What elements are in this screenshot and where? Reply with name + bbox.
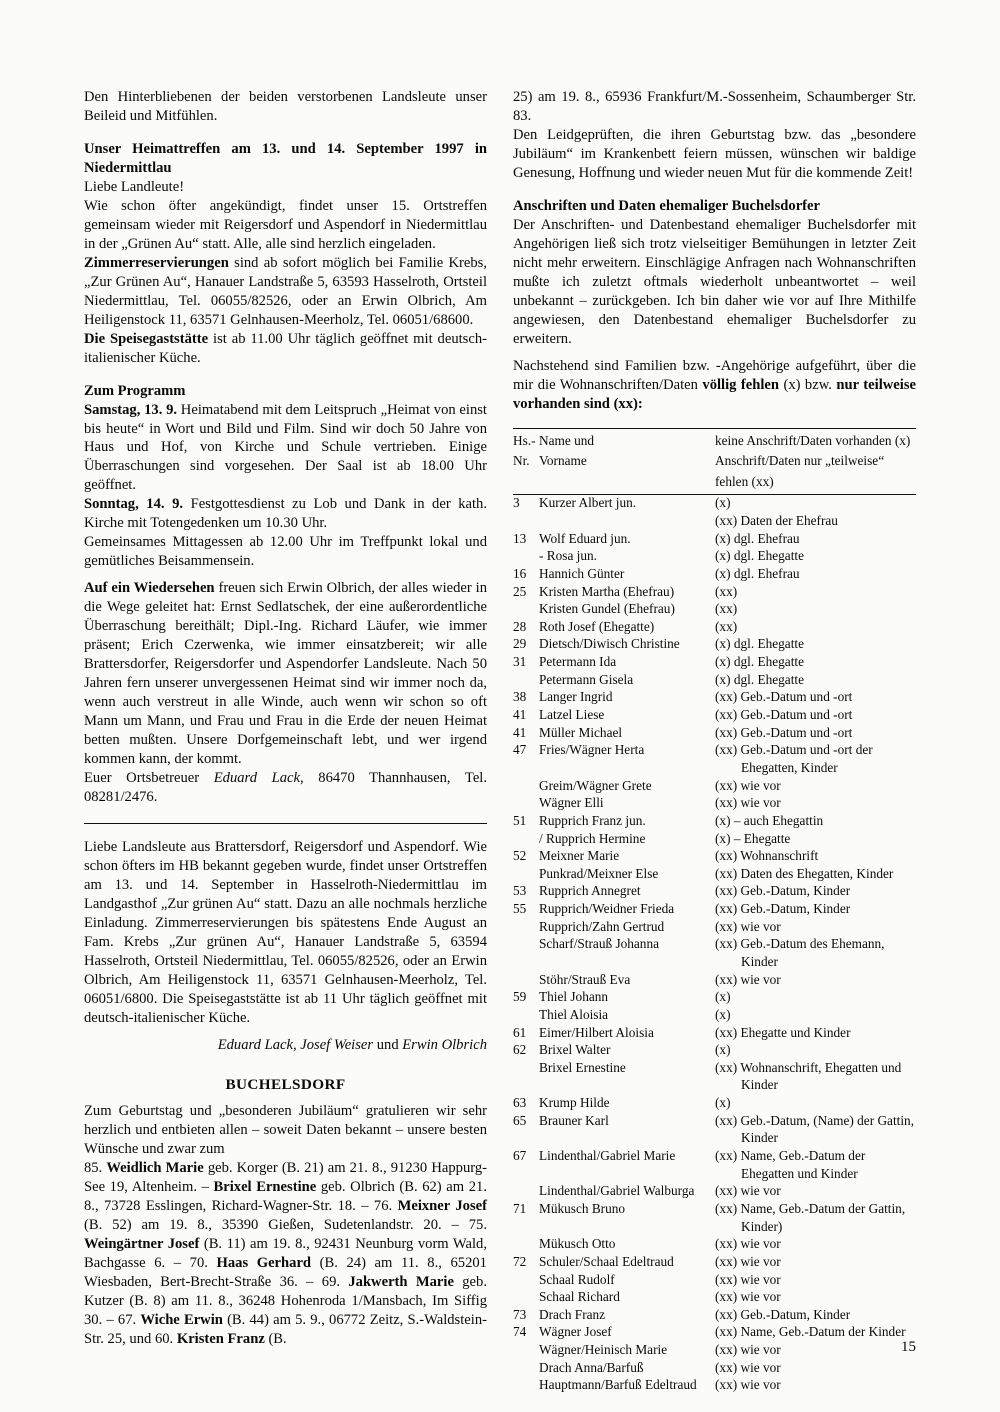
signature-line [84, 1036, 487, 1055]
table-row [513, 1059, 916, 1077]
cell-hs-nr: 47 [513, 742, 527, 758]
cell-info: (x) [715, 1095, 731, 1111]
table-row [513, 724, 916, 742]
table-row [513, 1235, 916, 1253]
table-row [513, 1377, 916, 1395]
paragraph-ortsbetreuer [84, 769, 487, 807]
wiedersehen-label: Auf ein Wiedersehen [84, 580, 215, 597]
zimmer-text: sind ab sofort möglich bei Familie Krebs, „Zur Grünen Au“, Hanauer Landstraße 5, 63593 Hasselroth, Ortsteil Niedermittlau, Tel. 06055/82526, oder an Erwin Olbrich, Am Heiligenstock 11, 63571 Gelnhausen-Meerholz, Tel. 06051/68600. [84, 254, 487, 328]
paragraph-birthday-intro: Zum Geburtstag und „besonderen Jubiläum“ gratulieren wir sehr herzlich und entbieten allen – soweit Daten bekannt – unsere besten Wünsche und zwar zum [84, 1103, 487, 1158]
cell-name: Thiel Aloisia [539, 1006, 609, 1022]
cell-name: Meixner Marie [539, 848, 620, 864]
cell-hs-nr [513, 759, 539, 777]
cell-info: (x) dgl. Ehefrau [715, 530, 800, 546]
paragraph-speisegaststaette [84, 330, 487, 368]
cell-info: (x) – auch Ehegattin [715, 812, 824, 828]
cell-info: (xx) [715, 583, 738, 599]
table-row [513, 1253, 916, 1271]
table-row [513, 1183, 916, 1201]
cell-info: (xx) wie vor [715, 1253, 781, 1269]
cell-info: (xx) Name, Geb.-Datum der Kinder [715, 1324, 906, 1340]
table-row [513, 530, 916, 548]
cell-hs-nr: 16 [513, 565, 527, 581]
cell-hs-nr [513, 1359, 539, 1377]
table-row [513, 918, 916, 936]
nachstehend-bold1: völlig fehlen [702, 376, 780, 393]
paragraph-sonntag [84, 495, 487, 533]
cell-info: Ehegatten und Kinder [741, 1165, 858, 1181]
table-row [513, 936, 916, 954]
table-row [513, 565, 916, 583]
heading-heimattreffen [84, 140, 487, 178]
heading-anschriften-text: Anschriften und Daten ehemaliger Buchelsdorfer [513, 197, 820, 214]
cell-hs-nr: 59 [513, 989, 527, 1005]
cell-hs-nr [513, 512, 539, 530]
nachstehend-bold2: nur teilweise vorhanden sind (xx): [513, 376, 916, 412]
table-row [513, 1077, 916, 1095]
cell-info: (xx) Geb.-Datum, (Name) der Gattin, [715, 1112, 915, 1128]
betreuer-suffix: 86470 Thannhausen, Tel. 08281/2476. [84, 769, 488, 805]
table-row [513, 494, 916, 512]
table-row [513, 512, 916, 530]
cell-name: Hauptmann/Barfuß Edeltraud [539, 1377, 697, 1393]
cell-name: Lindenthal/Gabriel Walburga [539, 1183, 695, 1199]
cell-info: (xx) Geb.-Datum, Kinder [715, 1306, 851, 1322]
cell-hs-nr: 71 [513, 1200, 527, 1216]
table-row [513, 812, 916, 830]
cell-hs-nr [513, 830, 539, 848]
signature-conjunction: und [373, 1036, 403, 1053]
cell-hs-nr [513, 671, 539, 689]
table-row [513, 1271, 916, 1289]
cell-hs-nr [513, 1165, 539, 1183]
paragraph-nachstehend [513, 357, 916, 414]
cell-name: Brixel Ernestine [539, 1059, 626, 1075]
cell-hs-nr [513, 1006, 539, 1024]
heading-programm [84, 382, 487, 401]
cell-hs-nr [513, 1341, 539, 1359]
cell-info: Kinder [741, 1077, 778, 1093]
cell-name: Kristen Gundel (Ehefrau) [539, 601, 675, 617]
cell-name: Wägner/Heinisch Marie [539, 1342, 668, 1358]
cell-hs-nr: 29 [513, 636, 527, 652]
cell-name [539, 1077, 715, 1095]
table-row [513, 777, 916, 795]
nachstehend-part1: Nachstehend sind Familien bzw. -Angehörige aufgeführt, über die mir die Wohnanschriften/Daten [513, 357, 916, 393]
paragraph-continuation: 25) am 19. 8., 65936 Frankfurt/M.-Sossenheim, Schaumberger Str. 83. [513, 89, 916, 124]
table-row [513, 600, 916, 618]
cell-hs-nr: 38 [513, 689, 527, 705]
cell-name: Eimer/Hilbert Aloisia [539, 1024, 654, 1040]
cell-hs-nr [513, 936, 539, 954]
table-row [513, 1306, 916, 1324]
cell-hs-nr [513, 1183, 539, 1201]
cell-info: (xx) wie vor [715, 971, 781, 987]
cell-name: Brixel Walter [539, 1042, 611, 1058]
heading-buchelsdorf: BUCHELSDORF [225, 1075, 346, 1093]
table-row [513, 671, 916, 689]
cell-hs-nr: 13 [513, 530, 527, 546]
table-header-row-3 [513, 470, 916, 494]
cell-name: Mükusch Otto [539, 1236, 616, 1252]
speise-label: Die Speisegaststätte [84, 330, 209, 347]
cell-hs-nr: 65 [513, 1112, 527, 1128]
table-row [513, 953, 916, 971]
cell-info: Kinder) [741, 1218, 783, 1234]
heading-heimattreffen-text: Unser Heimattreffen am 13. und 14. September 1997 in Niedermittlau [84, 140, 487, 176]
cell-hs-nr [513, 1271, 539, 1289]
table-row [513, 1024, 916, 1042]
nachstehend-part2: (x) bzw. [779, 376, 837, 393]
paragraph-ortstreffen: Wie schon öfter angekündigt, findet unser 15. Ortstreffen gemeinsam wieder mit Reigersdorf und Aspendorf in Niedermittlau in der „Grünen Au“ statt. Alle, alle sind herzlich eingeladen. [84, 197, 487, 252]
cell-hs-nr [513, 1288, 539, 1306]
cell-name: Rupprich Franz jun. [539, 812, 646, 828]
cell-name: Petermann Ida [539, 654, 617, 670]
cell-hs-nr: 55 [513, 901, 527, 917]
cell-info: (x) dgl. Ehegatte [715, 671, 804, 687]
cell-info: (xx) wie vor [715, 1342, 781, 1358]
header-hs-nr-3 [513, 470, 539, 494]
cell-info: (xx) Wohnanschrift [715, 848, 819, 864]
table-row [513, 653, 916, 671]
samstag-text: Heimatabend mit dem Leitspruch „Heimat von einst bis heute“ in Wort und Bild und Film. Sind wir doch 50 Jahre von Haus und Hof, von Kirche und Schule vertrieben. Einige Überraschungen sind vorgesehen. Der Saal ist ab 18.00 Uhr geöffnet. [84, 401, 487, 494]
cell-hs-nr [513, 1130, 539, 1148]
cell-info: (xx) wie vor [715, 777, 781, 793]
paragraph-wiedersehen [84, 579, 487, 769]
table-row [513, 900, 916, 918]
cell-info: (xx) Daten der Ehefrau [715, 512, 838, 528]
cell-info: (xx) wie vor [715, 1271, 781, 1287]
table-row [513, 1324, 916, 1342]
cell-info: (xx) wie vor [715, 795, 781, 811]
cell-name: Wägner Elli [539, 795, 604, 811]
paragraph-anschriften: Der Anschriften- und Datenbestand ehemaliger Buchelsdorfer mit Angehörigen ließ sich trotz vielseitiger Bemühungen in letzter Zeit nicht mehr erweitern. Einschlägige Anfragen nach Wohnanschriften mußte ich zuletzt oftmals wiederholt unbeantwortet – weil unbekannt – zurückgeben. Ich bin daher wie vor auf Ihre Mithilfe angewiesen, den Datenbestand ehemaliger Buchelsdorfer zu erweitern. [513, 216, 916, 347]
cell-hs-nr [513, 971, 539, 989]
cell-name: Kurzer Albert jun. [539, 495, 637, 511]
cell-hs-nr: 28 [513, 618, 527, 634]
cell-hs-nr: 3 [513, 495, 520, 511]
cell-name: Roth Josef (Ehegatte) [539, 618, 655, 634]
cell-info: (x) dgl. Ehegatte [715, 548, 804, 564]
cell-name: Brauner Karl [539, 1112, 609, 1128]
cell-hs-nr [513, 1235, 539, 1253]
cell-hs-nr: 74 [513, 1324, 527, 1340]
table-row [513, 883, 916, 901]
table-row [513, 1200, 916, 1218]
cell-name: Scharf/Strauß Johanna [539, 936, 660, 952]
cell-info: (xx) Geb.-Datum und -ort [715, 724, 853, 740]
table-row [513, 1359, 916, 1377]
cell-info: (xx) Geb.-Datum und -ort der [715, 742, 873, 758]
cell-hs-nr [513, 1377, 539, 1395]
cell-info: (xx) Ehegatte und Kinder [715, 1024, 851, 1040]
anschriften-table [513, 428, 916, 1395]
table-row [513, 794, 916, 812]
cell-name: Greim/Wägner Grete [539, 777, 652, 793]
cell-name: Latzel Liese [539, 707, 605, 723]
cell-name: / Rupprich Hermine [539, 830, 646, 846]
cell-name: Rupprich/Zahn Gertrud [539, 918, 665, 934]
sonntag-label: Sonntag, 14. 9. [84, 496, 184, 513]
cell-hs-nr: 62 [513, 1042, 527, 1058]
header-name-1: Name und [539, 432, 595, 448]
cell-name [539, 759, 715, 777]
cell-info: (xx) wie vor [715, 1183, 781, 1199]
cell-hs-nr [513, 1077, 539, 1095]
cell-hs-nr: 67 [513, 1148, 527, 1164]
cell-hs-nr: 41 [513, 724, 527, 740]
cell-name: Drach Franz [539, 1306, 606, 1322]
cell-name: Krump Hilde [539, 1095, 610, 1111]
section-divider [84, 823, 487, 824]
cell-name: Mükusch Bruno [539, 1200, 626, 1216]
cell-name: Schaal Richard [539, 1289, 620, 1305]
cell-info: (x) dgl. Ehegatte [715, 636, 804, 652]
table-row [513, 1341, 916, 1359]
cell-name: Rupprich Annegret [539, 883, 641, 899]
table-row [513, 1130, 916, 1148]
cell-info: (xx) wie vor [715, 918, 781, 934]
cell-hs-nr: 51 [513, 812, 527, 828]
cell-info: (xx) Daten des Ehegatten, Kinder [715, 865, 894, 881]
table-row [513, 847, 916, 865]
paragraph-samstag [84, 401, 487, 496]
cell-info: (xx) [715, 618, 738, 634]
header-info-2: Anschrift/Daten nur „teilweise“ [715, 453, 885, 469]
zimmer-label: Zimmerreservierungen [84, 254, 229, 271]
paragraph-mittagessen: Gemeinsames Mittagessen ab 12.00 Uhr im Treffpunkt lokal und gemütliches Beisammensein. [84, 534, 487, 570]
cell-name: Langer Ingrid [539, 689, 613, 705]
cell-name: Wolf Eduard jun. [539, 530, 631, 546]
table-body [513, 494, 916, 1394]
sonntag-text: Festgottesdienst zu Lob und Dank in der kath. Kirche mit Totengedenken um 10.30 Uhr. [84, 496, 487, 532]
cell-info: (xx) wie vor [715, 1359, 781, 1375]
cell-name [539, 1165, 715, 1183]
table-row [513, 759, 916, 777]
samstag-label: Samstag, 13. 9. [84, 401, 178, 418]
cell-info: Kinder [741, 953, 778, 969]
cell-hs-nr: 63 [513, 1095, 527, 1111]
cell-hs-nr: 73 [513, 1306, 527, 1322]
table-row [513, 547, 916, 565]
table-row [513, 971, 916, 989]
cell-hs-nr: 72 [513, 1253, 527, 1269]
cell-name: Schuler/Schaal Edeltraud [539, 1253, 674, 1269]
cell-hs-nr: 52 [513, 848, 527, 864]
cell-name [539, 1218, 715, 1236]
signature-names-2: Erwin Olbrich [402, 1036, 487, 1053]
cell-name: Petermann Gisela [539, 671, 634, 687]
table-row [513, 830, 916, 848]
table-row [513, 1165, 916, 1183]
cell-info: (x) [715, 989, 731, 1005]
table-row [513, 583, 916, 601]
table-row [513, 689, 916, 707]
header-info-1: keine Anschrift/Daten vorhanden (x) [715, 432, 911, 448]
cell-info: (xx) Geb.-Datum und -ort [715, 689, 853, 705]
wiedersehen-text: freuen sich Erwin Olbrich, der alles wieder in die Wege geleitet hat: Ernst Sedlatschek, der eine außerordentliche Überraschung bereithält; Dipl.-Ing. Richard Läufer, wie immer präsent; Erich Czerwenka, wie immer einsatzbereit; wir alle Brattersdorfer, Reigersdorfer und Aspendorfer Landsleute. Nach 50 Jahren fern unserer unvergessenen Heimat sind wir immer noch da, wenn auch verstreut in alle Winde, auch wenn wir schon so oft Mann um Mann, und Frau und Frau in die Erde der neuen Heimat betten mußten. Unsere Dorfgemeinschaft lebt, und wer irgend kommen kann, der kommt. [84, 580, 488, 767]
cell-hs-nr [513, 777, 539, 795]
cell-name: Wägner Josef [539, 1324, 612, 1340]
cell-name: - Rosa jun. [539, 548, 597, 564]
cell-info: (xx) wie vor [715, 1377, 781, 1393]
table-row [513, 1094, 916, 1112]
table-header-row-2 [513, 449, 916, 470]
table-row [513, 618, 916, 636]
paragraph-leidgeprueften: Den Leidgeprüften, die ihren Geburtstag bzw. das „besondere Jubiläum“ im Krankenbett feiern müssen, wünschen wir baldige Genesung, Hoffnung und wieder neuen Mut für die kommende Zeit! [513, 126, 916, 181]
two-column-layout [84, 88, 916, 1394]
cell-name: Drach Anna/Barfuß [539, 1359, 644, 1375]
cell-hs-nr [513, 600, 539, 618]
cell-name [539, 512, 715, 530]
cell-name: Hannich Günter [539, 565, 625, 581]
cell-hs-nr [513, 794, 539, 812]
table-row [513, 706, 916, 724]
betreuer-prefix: Euer Ortsbetreuer [84, 769, 214, 786]
table-row [513, 1218, 916, 1236]
cell-name: Kristen Martha (Ehefrau) [539, 583, 675, 599]
header-info-3: fehlen (xx) [715, 470, 916, 494]
paragraph-condolence: Den Hinterbliebenen der beiden verstorbenen Landsleute unser Beileid und Mitfühlen. [84, 89, 487, 124]
cell-name: Schaal Rudolf [539, 1271, 615, 1287]
cell-info: (xx) Geb.-Datum, Kinder [715, 901, 851, 917]
cell-hs-nr [513, 547, 539, 565]
table-row [513, 1147, 916, 1165]
cell-name: Rupprich/Weidner Frieda [539, 901, 675, 917]
table-row [513, 1006, 916, 1024]
cell-info: (xx) wie vor [715, 1236, 781, 1252]
cell-info: (x) [715, 1006, 731, 1022]
paragraph-birthday-list: 85. Weidlich Marie geb. Korger (B. 21) am 21. 8., 91230 Happurg-See 19, Altenheim. – Brixel Ernestine geb. Olbrich (B. 62) am 21. 8., 73728 Esslingen, Richard-Wagner-Str. 18. – 76. Meixner Josef (B. 52) am 19. 8., 35390 Gießen, Sudetenlandstr. 20. – 75. Weingärtner Josef (B. 11) am 19. 8., 92431 Neunburg vorm Wald, Bachgasse 6. – 70. Haas Gerhard (B. 24) am 11. 8., 65201 Wiesbaden, Bert-Brecht-Straße 36. – 69. Jakwerth Marie geb. Kutzer (B. 8) am 11. 8., 36248 Hohenroda 1/Mansbach, Im Siffig 30. – 67. Wiche Erwin (B. 44) am 5. 9., 06772 Zeitz, S.-Waldstein-Str. 25, und 60. Kristen Franz (B. [84, 1160, 487, 1347]
cell-hs-nr: 31 [513, 654, 527, 670]
cell-hs-nr [513, 953, 539, 971]
cell-info: (x) dgl. Ehegatte [715, 654, 804, 670]
cell-info: (x) – Ehegatte [715, 830, 791, 846]
cell-info: (x) [715, 495, 731, 511]
cell-hs-nr: 41 [513, 707, 527, 723]
header-hs-nr-1: Hs.- [513, 432, 536, 448]
cell-info: (x) dgl. Ehefrau [715, 565, 800, 581]
salutation: Liebe Landleute! [84, 178, 185, 195]
cell-name: Müller Michael [539, 724, 623, 740]
cell-hs-nr [513, 1218, 539, 1236]
paragraph-zimmerreservierungen [84, 254, 487, 330]
table-row [513, 1112, 916, 1130]
cell-info: (xx) Geb.-Datum, Kinder [715, 883, 851, 899]
cell-hs-nr [513, 865, 539, 883]
cell-hs-nr: 25 [513, 583, 527, 599]
cell-name: Stöhr/Strauß Eva [539, 971, 631, 987]
table-row [513, 988, 916, 1006]
heading-anschriften [513, 197, 916, 216]
header-hs-nr-2: Nr. [513, 453, 530, 469]
header-name-2: Vorname [539, 453, 587, 469]
cell-name: Fries/Wägner Herta [539, 742, 645, 758]
cell-hs-nr [513, 918, 539, 936]
cell-hs-nr [513, 1059, 539, 1077]
right-column [513, 88, 916, 1394]
cell-name [539, 953, 715, 971]
cell-info: Ehegatten, Kinder [741, 759, 838, 775]
table-row [513, 636, 916, 654]
table-row [513, 1041, 916, 1059]
table-row [513, 865, 916, 883]
table-header-row-1 [513, 428, 916, 449]
betreuer-name: Eduard Lack, [213, 769, 304, 786]
paragraph-second-block: Liebe Landsleute aus Brattersdorf, Reigersdorf und Aspendorf. Wie schon öfters im HB bekannt gegeben wurde, findet unser Ortstreffen am 13. und 14. September in Hasselroth-Niedermittlau im Landgasthof „Zur grünen Au“ statt. Dazu an alle nochmals herzliche Einladung. Zimmerreservierungen bis spätestens Ende August an Fam. Krebs „Zur grünen Au“, Hanauer Landstraße 5, 63594 Hasselroth, Ortsteil Niedermittlau, Tel. 06055/82526, oder an Erwin Olbrich, Am Heiligenstock 11, 63571 Gelnhausen-Meerholz, Tel. 06051/6800. Die Speisegaststätte ist ab 11 Uhr täglich geöffnet mit deutsch-italienischer Küche. [84, 838, 487, 1026]
cell-info: (xx) Geb.-Datum und -ort [715, 707, 853, 723]
cell-info: (xx) Geb.-Datum des Ehemann, [715, 936, 885, 952]
cell-info: Kinder [741, 1130, 778, 1146]
cell-info: (x) [715, 1042, 731, 1058]
cell-name: Thiel Johann [539, 989, 609, 1005]
table-row [513, 742, 916, 760]
signature-names-1: Eduard Lack, Josef Weiser [217, 1036, 374, 1053]
cell-info: (xx) wie vor [715, 1289, 781, 1305]
cell-info: (xx) [715, 601, 738, 617]
page-number: 15 [901, 1339, 916, 1355]
cell-name: Punkrad/Meixner Else [539, 865, 659, 881]
speise-text: ist ab 11.00 Uhr täglich geöffnet mit deutsch-italienischer Küche. [84, 330, 487, 366]
left-column [84, 88, 487, 1394]
cell-name: Lindenthal/Gabriel Marie [539, 1148, 676, 1164]
header-name-3 [539, 470, 715, 494]
cell-name: Dietsch/Diwisch Christine [539, 636, 680, 652]
cell-info: (xx) Wohnanschrift, Ehegatten und [715, 1059, 902, 1075]
cell-hs-nr: 61 [513, 1024, 527, 1040]
cell-info: (xx) Name, Geb.-Datum der [715, 1148, 866, 1164]
heading-programm-text: Zum Programm [84, 382, 186, 399]
cell-info: (xx) Name, Geb.-Datum der Gattin, [715, 1200, 906, 1216]
cell-hs-nr: 53 [513, 883, 527, 899]
table-row [513, 1288, 916, 1306]
cell-name [539, 1130, 715, 1148]
